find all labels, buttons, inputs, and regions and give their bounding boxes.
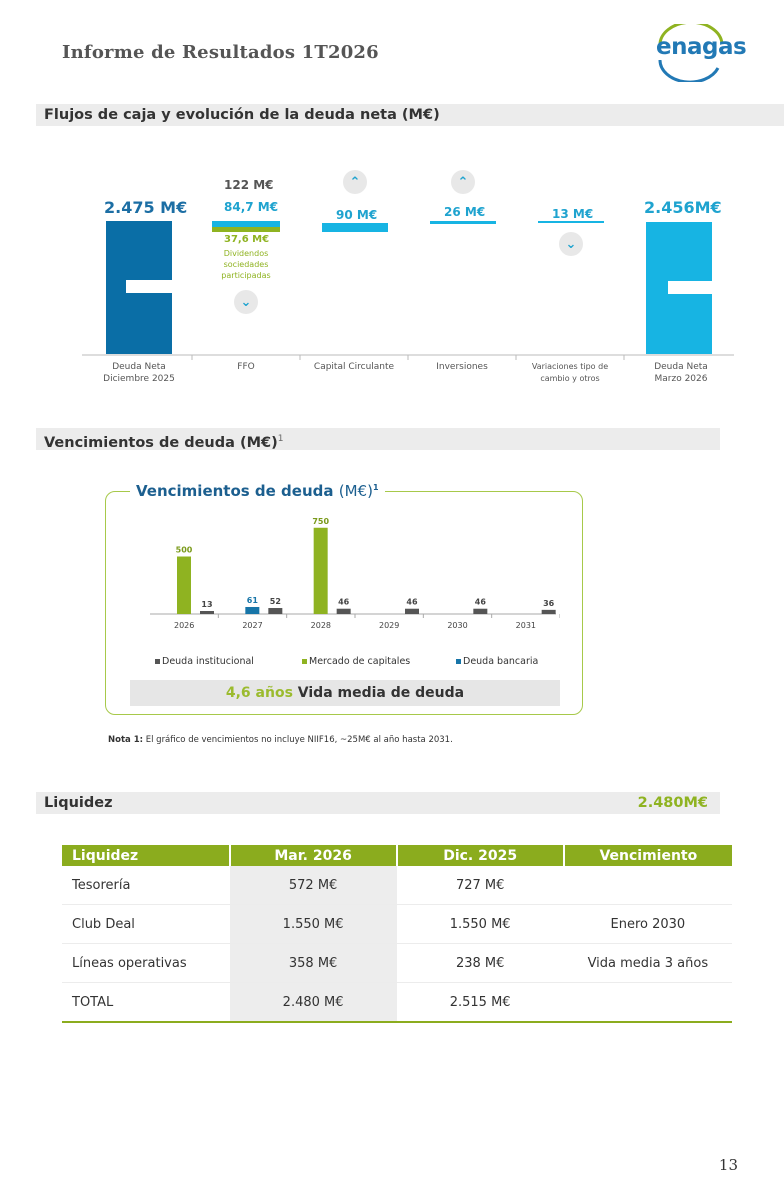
header-mar-2026: Mar. 2026 bbox=[230, 845, 397, 866]
investments-bar bbox=[430, 221, 496, 224]
start-bar-break bbox=[126, 280, 172, 293]
liquidity-section-total: 2.480M€ bbox=[637, 795, 708, 811]
cashflow-section-title: Flujos de caja y evolución de la deuda neta (M€) bbox=[36, 104, 784, 126]
legend-capital-markets: Mercado de capitales bbox=[302, 656, 410, 667]
table-row: Club Deal 1.550 M€ 1.550 M€ Enero 2030 bbox=[62, 905, 732, 944]
maturity-bar bbox=[405, 609, 419, 614]
bar-value-label: 61 bbox=[246, 595, 258, 605]
maturity-bar bbox=[200, 611, 214, 614]
ffo-value: 84,7 M€ bbox=[224, 200, 279, 214]
category-working-capital: Capital Circulante bbox=[313, 362, 395, 372]
start-debt-value: 2.475 M€ bbox=[104, 198, 188, 217]
maturities-note: Nota 1: El gráfico de vencimientos no incluye NIIF16, ~25M€ al año hasta 2031. bbox=[108, 735, 453, 745]
maturity-bar bbox=[473, 609, 487, 614]
dividends-bar bbox=[212, 227, 280, 232]
x-tick-label: 2029 bbox=[378, 621, 400, 630]
x-tick-label: 2031 bbox=[515, 621, 537, 630]
maturity-bar bbox=[337, 609, 351, 614]
maturity-bar bbox=[314, 528, 328, 614]
table-row: Tesorería 572 M€ 727 M€ bbox=[62, 866, 732, 905]
working-capital-up-arrow-icon: ⌃ bbox=[343, 170, 367, 194]
category-start: Deuda Neta Diciembre 2025 bbox=[103, 362, 175, 384]
header-vencimiento: Vencimiento bbox=[564, 845, 732, 866]
maturity-bar bbox=[542, 610, 556, 614]
category-fx: Variaciones tipo de cambio y otros bbox=[531, 362, 609, 383]
working-capital-value: 90 M€ bbox=[336, 208, 378, 222]
maturities-section-title: Vencimientos de deuda (M€)$^1$ bbox=[36, 428, 720, 450]
legend-institutional: Deuda institucional bbox=[155, 656, 254, 667]
bar-value-label: 13 bbox=[201, 600, 213, 609]
investments-value: 26 M€ bbox=[444, 205, 486, 219]
ffo-bar bbox=[212, 221, 280, 227]
logo-text: enagas bbox=[656, 34, 747, 60]
fx-value: 13 M€ bbox=[552, 207, 594, 221]
legend-capital-markets-swatch bbox=[302, 659, 307, 664]
enagas-logo bbox=[652, 24, 747, 82]
bar-value-label: 46 bbox=[406, 597, 418, 607]
table-row: Líneas operativas 358 M€ 238 M€ Vida media 3 años bbox=[62, 944, 732, 983]
bar-value-label: 52 bbox=[269, 597, 281, 607]
fx-bar bbox=[538, 221, 604, 223]
bar-value-label: 46 bbox=[338, 597, 350, 607]
dividends-label: Dividendos sociedades participadas bbox=[221, 249, 271, 280]
bar-value-label: 750 bbox=[312, 516, 330, 526]
maturity-bar bbox=[268, 608, 282, 614]
page-number: 13 bbox=[718, 1156, 738, 1174]
x-tick-label: 2027 bbox=[242, 621, 263, 630]
maturity-bar bbox=[245, 607, 259, 614]
maturity-bar bbox=[177, 557, 191, 615]
x-tick-label: 2028 bbox=[310, 621, 332, 630]
dividends-value: 37,6 M€ bbox=[224, 234, 270, 245]
working-capital-bar bbox=[322, 223, 388, 232]
ffo-down-arrow-icon: ⌄ bbox=[234, 290, 258, 314]
liquidity-table bbox=[62, 845, 732, 1023]
x-tick-label: 2030 bbox=[447, 621, 468, 630]
maturities-bar-chart bbox=[150, 510, 560, 634]
table-row-total: TOTAL 2.480 M€ 2.515 M€ bbox=[62, 983, 732, 1023]
average-life-banner: 4,6 años Vida media de deuda bbox=[130, 680, 560, 706]
maturities-chart-title: Vencimientos de deuda (M€)$^1$ bbox=[130, 482, 385, 500]
fx-down-arrow-icon: ⌄ bbox=[559, 232, 583, 256]
bar-value-label: 46 bbox=[474, 597, 486, 607]
category-ffo: FFO bbox=[237, 362, 255, 372]
liquidity-table-header bbox=[62, 845, 732, 866]
liquidity-section-title: Liquidez 2.480M€ bbox=[36, 792, 720, 814]
end-bar-break bbox=[668, 281, 712, 294]
legend-bank-debt-swatch bbox=[456, 659, 461, 664]
legend-bank-debt: Deuda bancaria bbox=[456, 656, 538, 667]
ffo-total-value: 122 M€ bbox=[224, 178, 274, 192]
bar-value-label: 36 bbox=[543, 598, 555, 608]
category-investments: Inversiones bbox=[436, 362, 488, 372]
legend-institutional-swatch bbox=[155, 659, 160, 664]
report-title: Informe de Resultados 1T2026 bbox=[62, 42, 379, 63]
end-debt-value: 2.456M€ bbox=[644, 198, 722, 217]
bar-value-label: 500 bbox=[175, 545, 193, 555]
x-tick-label: 2026 bbox=[173, 621, 195, 630]
investments-up-arrow-icon: ⌃ bbox=[451, 170, 475, 194]
category-end: Deuda Neta Marzo 2026 bbox=[654, 362, 708, 384]
net-debt-waterfall bbox=[82, 160, 738, 400]
header-liquidity: Liquidez bbox=[62, 845, 230, 866]
header-dic-2025: Dic. 2025 bbox=[397, 845, 564, 866]
